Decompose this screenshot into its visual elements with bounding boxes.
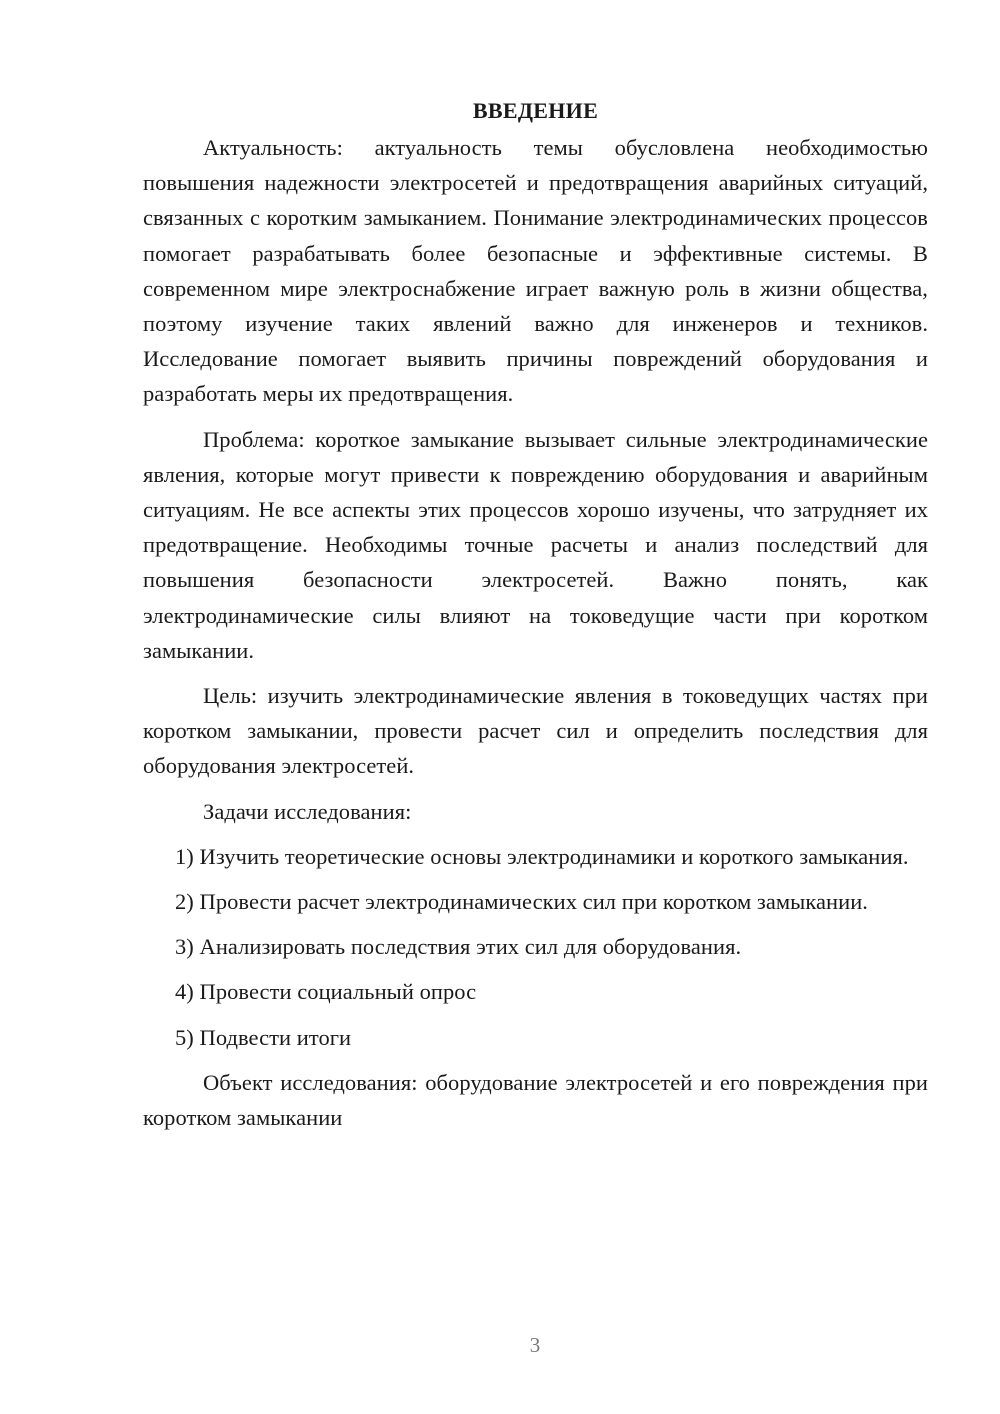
task-item-5: 5) Подвести итоги xyxy=(175,1024,352,1050)
page-number: 3 xyxy=(529,1333,541,1357)
tasks-heading: Задачи исследования: xyxy=(203,798,412,824)
relevance-paragraph: Актуальность: актуальность темы обусловлена необходимостью повышения надежности электросетей и предотвращения аварийных ситуаций, связанных с коротким замыканием. Понимание электродинамических процессов помогает разрабатывать более безопасные и эффективные системы. В современном мире электроснабжение играет важную роль в жизни общества, поэтому изучение таких явлений важно для инженеров и техников. Исследование помогает выявить причины повреждений оборудования и разработать меры их предотвращения. xyxy=(143,135,928,407)
task-item-1: 1) Изучить теоретические основы электродинамики и короткого замыкания. xyxy=(175,843,909,869)
page-title: ВВЕДЕНИЕ xyxy=(472,98,599,123)
document-page xyxy=(143,96,928,1135)
problem-paragraph: Проблема: короткое замыкание вызывает сильные электродинамические явления, которые могут привести к повреждению оборудования и аварийным ситуациям. Не все аспекты этих процессов хорошо изучены, что затрудняет их предотвращение. Необходимы точные расчеты и анализ последствий для повышения безопасности электросетей. Важно понять, как электродинамические силы влияют на токоведущие части при коротком замыкании. xyxy=(143,426,928,663)
object-paragraph: Объект исследования: оборудование электросетей и его повреждения при коротком замыкании xyxy=(143,1069,928,1131)
goal-paragraph: Цель: изучить электродинамические явления в токоведущих частях при коротком замыкании, провести расчет сил и определить последствия для оборудования электросетей. xyxy=(143,683,928,779)
task-item-3: 3) Анализировать последствия этих сил для оборудования. xyxy=(175,934,742,960)
task-item-2: 2) Провести расчет электродинамических сил при коротком замыкании. xyxy=(175,889,868,915)
task-item-4: 4) Провести социальный опрос xyxy=(175,979,477,1005)
